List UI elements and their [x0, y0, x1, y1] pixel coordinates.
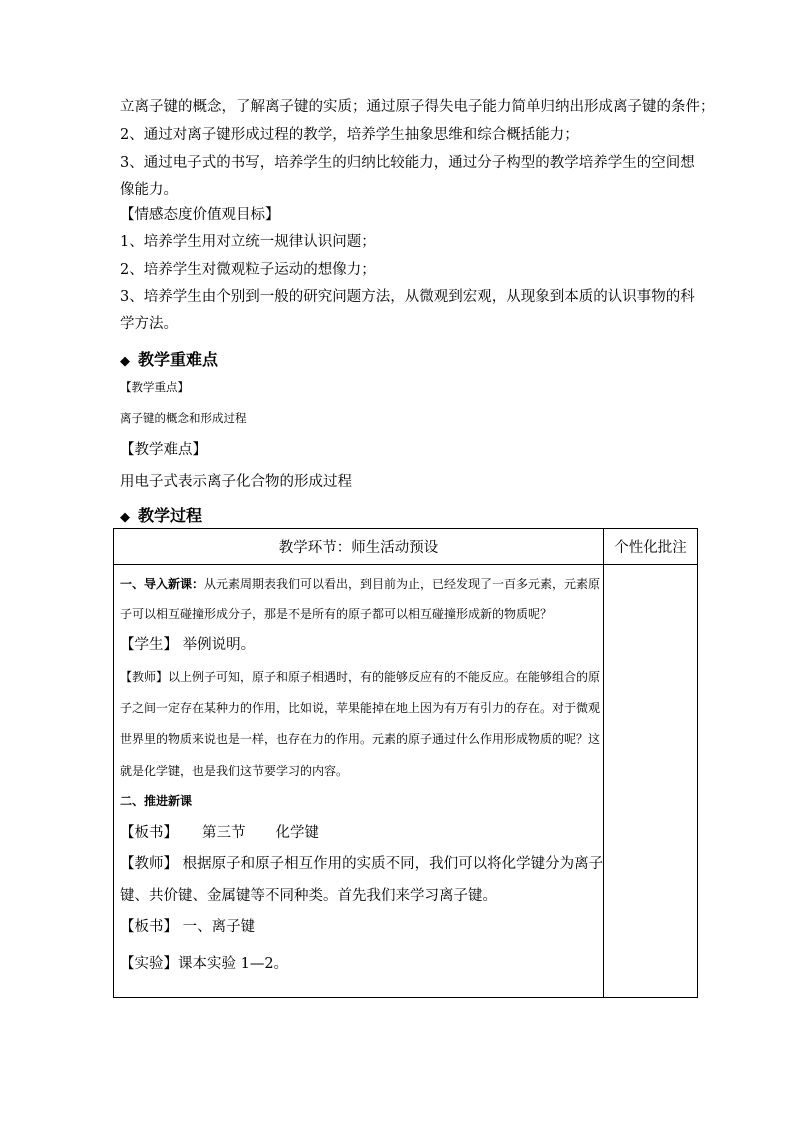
teacher-line-3: 世界里的物质来说也是一样，也存在力的作用。元素的原子通过什么作用形成物质的呢？这: [120, 732, 601, 746]
attitude-line-3: 3、培养学生由个别到一般的研究问题方法，从微观到宏观，从现象到本质的认识事物的科: [120, 289, 695, 305]
objective-line-3: 3、通过电子式的书写，培养学生的归纳比较能力，通过分子构型的教学培养学生的空间想: [120, 155, 695, 171]
attitude-heading: 【情感态度价值观目标】: [120, 207, 280, 223]
teacher-line-1: 【教师】以上例子可知，原子和原子相遇时，有的能够反应有的不能反应。在能够组合的原: [120, 670, 601, 684]
hard-label: 【教学难点】: [120, 442, 207, 458]
board-line-2: 【板书】 一、离子键: [120, 919, 256, 935]
intro-line-1: 一、导入新课：从元素周期表我们可以看出，到目前为止，已经发现了一百多元素，元素原: [120, 577, 601, 591]
student-line: 【学生】 举例说明。: [120, 637, 256, 653]
intro-line-2: 子可以相互碰撞形成分子，那是不是所有的原子都可以相互碰撞形成新的物质呢？: [120, 607, 553, 621]
teacher-line-6: 键、共价键、金属键等不同种类。首先我们来学习离子键。: [120, 888, 497, 904]
table-header-side: 个性化批注: [604, 529, 698, 565]
hard-text: 用电子式表示离子化合物的形成过程: [120, 474, 352, 490]
experiment-line: 【实验】课本实验 1—2。: [120, 956, 289, 972]
focus-label: 【教学重点】: [120, 380, 189, 394]
diamond-bullet-icon: ◆: [120, 354, 130, 369]
table-header-main: 教学环节：师生活动预设: [114, 529, 604, 565]
annotation-cell: [604, 565, 698, 998]
attitude-line-4: 学方法。: [120, 316, 178, 332]
process-content-cell: [114, 565, 604, 998]
objective-line-1: 立离子键的概念，了解离子键的实质；通过原子得失电子能力简单归纳出形成离子键的条件；: [120, 99, 715, 115]
teacher-line-4: 就是化学键，也是我们这节要学习的内容。: [120, 764, 349, 778]
objective-line-2: 2、通过对离子键形成过程的教学，培养学生抽象思维和综合概括能力；: [120, 127, 579, 143]
board-line-1: 【板书】 第三节 化学键: [120, 825, 319, 841]
attitude-line-1: 1、培养学生用对立统一规律认识问题；: [120, 234, 376, 250]
objective-line-4: 像能力。: [120, 182, 178, 198]
diamond-bullet-icon: ◆: [120, 510, 130, 525]
process-table: [113, 528, 698, 998]
focus-text: 离子键的概念和形成过程: [120, 411, 247, 425]
difficulty-section-title: ◆ 教学重难点: [120, 350, 219, 369]
new-lesson-heading: 二、推进新课: [120, 794, 193, 808]
process-section-title: ◆ 教学过程: [120, 506, 203, 525]
attitude-line-2: 2、培养学生对微观粒子运动的想像力；: [120, 262, 376, 278]
teacher-line-2: 子之间一定存在某种力的作用，比如说，苹果能掉在地上因为有万有引力的存在。对于微观: [120, 701, 601, 715]
teacher-line-5: 【教师】 根据原子和原子相互作用的实质不同，我们可以将化学键分为离子: [120, 856, 604, 872]
